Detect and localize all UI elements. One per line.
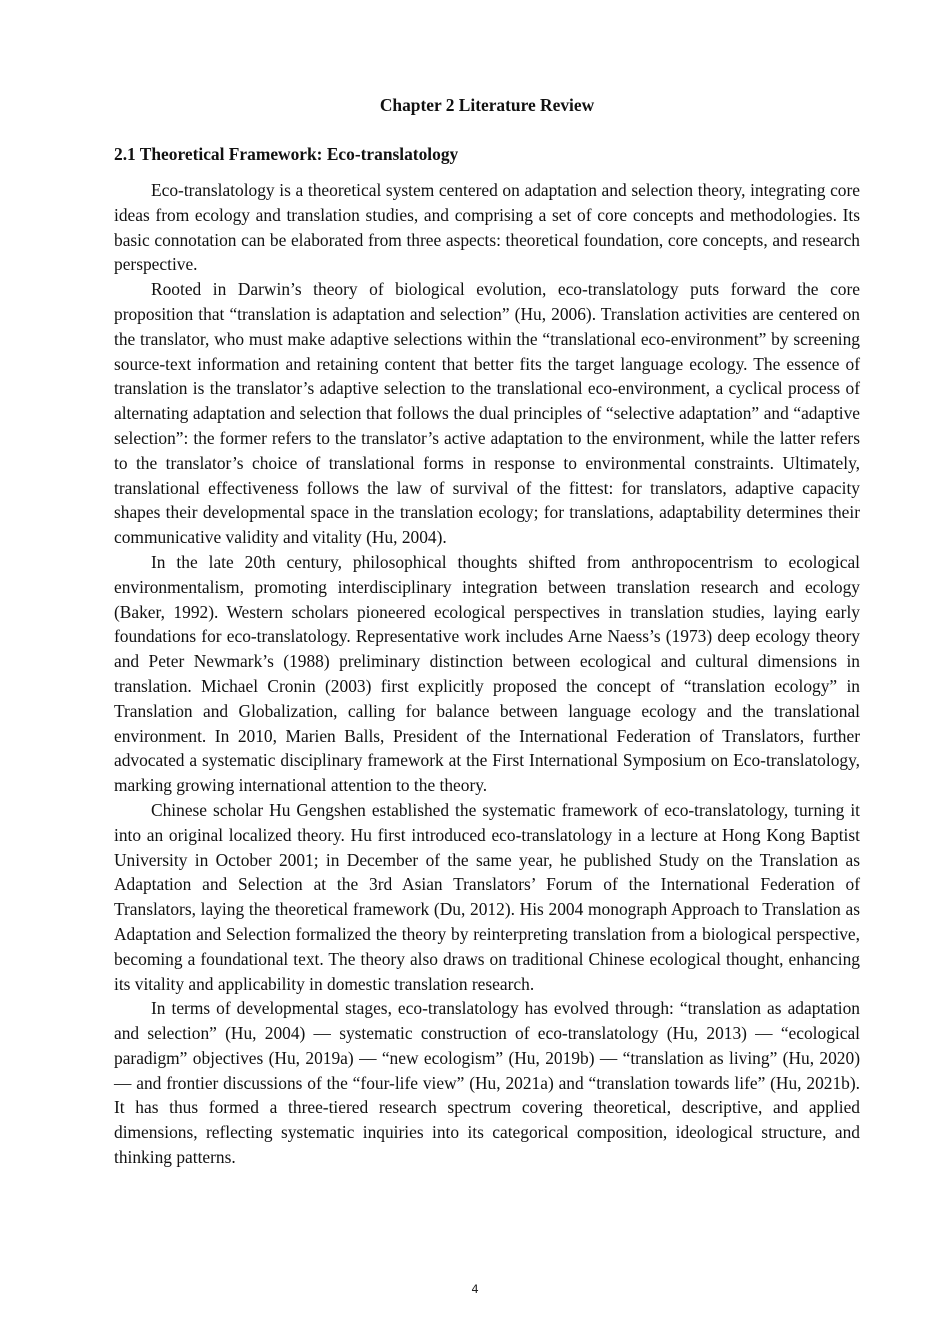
chapter-title: Chapter 2 Literature Review xyxy=(379,95,595,115)
body-text xyxy=(114,178,860,1170)
paragraph: In terms of developmental stages, eco-translatology has evolved through: “translation as adaptation and selection” (Hu, 2004) — systematic construction of eco-translatology (Hu, 2013) — “ecological paradigm” objectives (Hu, 2019a) — “new ecologism” (Hu, 2019b) — “translation as living” (Hu, 2020) — and frontier discussions of the “four-life view” (Hu, 2021a) and “translation towards life” (Hu, 2021b). It has thus formed a three-tiered research spectrum covering theoretical, descriptive, and applied dimensions, reflecting systematic inquiries into its categorical composition, ideological structure, and thinking patterns. xyxy=(114,998,860,1168)
paragraph: Chinese scholar Hu Gengshen established the systematic framework of eco-translatology, turning it into an original localized theory. Hu first introduced eco-translatology in a lecture at Hong Kong Baptist University in October 2001; in December of the same year, he published Study on the Translation as Adaptation and Selection at the 3rd Asian Translators’ Forum of the International Federation of Translators, laying the theoretical framework (Du, 2012). His 2004 monograph Approach to Translation as Adaptation and Selection formalized the theory by reinterpreting translation from a biological perspective, becoming a foundational text. The theory also draws on traditional Chinese ecological thought, enhancing its vitality and applicability in domestic translation research. xyxy=(114,799,860,994)
page-number: 4 xyxy=(471,1282,479,1296)
section-heading: 2.1 Theoretical Framework: Eco-translatology xyxy=(114,144,459,164)
paragraph: In the late 20th century, philosophical thoughts shifted from anthropocentrism to ecological environmentalism, promoting interdisciplinary integration between translation research and ecology (Baker, 1992). Western scholars pioneered ecological perspectives in translation studies, laying early foundations for eco-translatology. Representative work includes Arne Naess’s (1973) deep ecology theory and Peter Newmark’s (1988) preliminary distinction between ecological and cultural dimensions in translation. Michael Cronin (2003) first explicitly proposed the concept of “translation ecology” in Translation and Globalization, calling for balance between language ecology and the translational environment. In 2010, Marien Balls, President of the International Federation of Translators, further advocated a systematic disciplinary framework at the First International Symposium on Eco-translatology, marking growing international attention to the theory. xyxy=(114,551,860,796)
paragraph: Rooted in Darwin’s theory of biological evolution, eco-translatology puts forward the core proposition that “translation is adaptation and selection” (Hu, 2006). Translation activities are centered on the translator, who must make adaptive selections within the “translational eco-environment” by screening source-text information and retaining content that better fits the target language ecology. The essence of translation is the translator’s adaptive selection to the translational eco-environment, a cyclical process of alternating adaptation and selection that follows the dual principles of “selective adaptation” and “adaptive selection”: the former refers to the translator’s active adaptation to the environment, while the latter refers to the translator’s choice of translational forms in response to environmental constraints. Ultimately, translational effectiveness follows the law of survival of the fittest: for translators, adaptive capacity shapes their developmental space in the translation ecology; for translations, adaptability determines their communicative validity and vitality (Hu, 2004). xyxy=(114,279,860,548)
paragraph: Eco-translatology is a theoretical system centered on adaptation and selection theory, integrating core ideas from ecology and translation studies, and comprising a set of core concepts and methodologies. Its basic connotation can be elaborated from three aspects: theoretical foundation, core concepts, and research perspective. xyxy=(114,180,860,275)
